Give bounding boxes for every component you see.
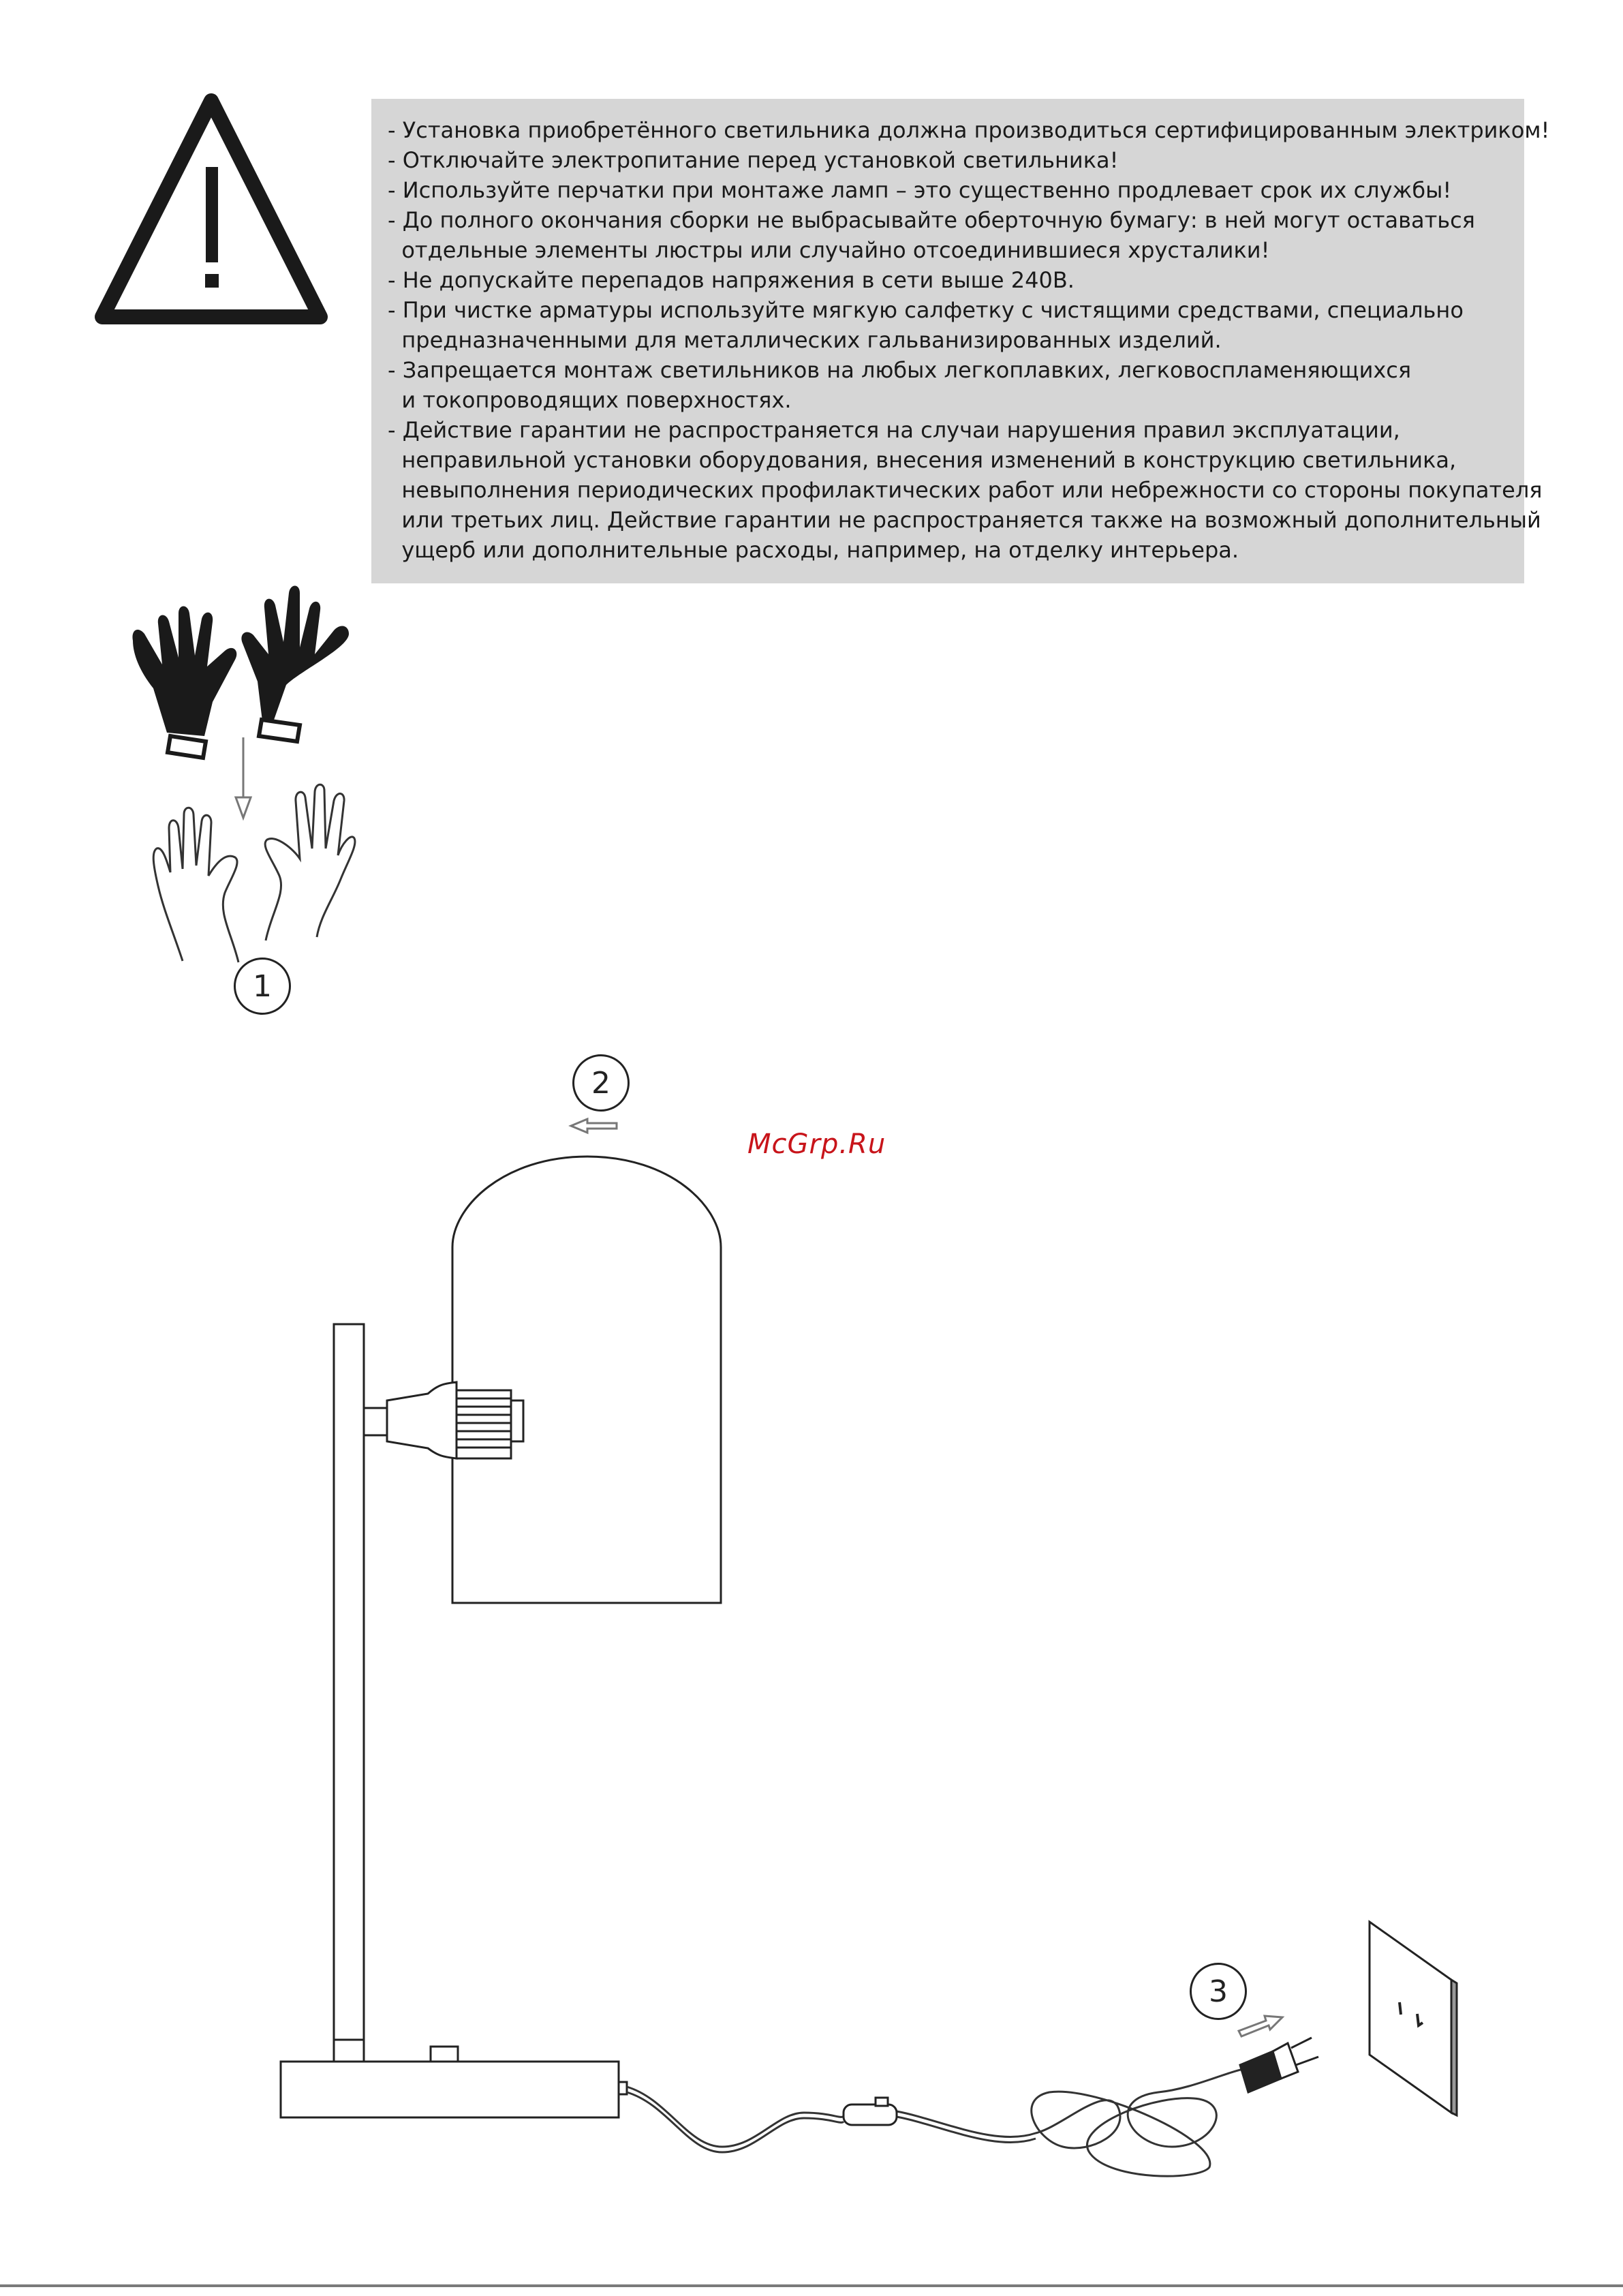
notice-line: - Действие гарантии не распространяется на случаи нарушения правил эксплуатации, xyxy=(388,417,1400,443)
power-cable xyxy=(627,2068,1247,2176)
notice-line: и токопроводящих поверхностях. xyxy=(388,387,792,413)
notice-line: - До полного окончания сборки не выбрасывайте оберточную бумагу: в ней могут оставаться xyxy=(388,207,1475,233)
safety-notice xyxy=(371,99,1550,583)
gloves-icon xyxy=(132,586,349,759)
step-3-marker: 3 xyxy=(1190,1963,1247,2020)
arrow-left-icon xyxy=(571,1119,617,1133)
notice-line: ущерб или дополнительные расходы, например, на отделку интерьера. xyxy=(388,537,1239,563)
notice-line: - Установка приобретённого светильника должна производиться сертифицированным электриком! xyxy=(388,117,1550,143)
notice-line: - Используйте перчатки при монтаже ламп – это существенно продлевает срок их службы! xyxy=(388,177,1452,203)
lamp-base xyxy=(281,2047,627,2117)
notice-line: или третьих лиц. Действие гарантии не распространяется также на возможный дополнительный xyxy=(388,507,1541,533)
arrow-down-icon xyxy=(236,737,251,818)
page-bottom-rule xyxy=(0,2284,1623,2287)
notice-line: невыполнения периодических профилактических работ или небрежности со стороны покупателя xyxy=(388,477,1543,503)
cable-switch xyxy=(844,2098,897,2125)
lamp-shade xyxy=(452,1157,721,1603)
watermark: McGrp.Ru xyxy=(747,1129,886,1160)
warning-triangle-icon xyxy=(102,101,320,317)
notice-line: неправильной установки оборудования, внесения изменений в конструкцию светильника, xyxy=(388,447,1457,473)
notice-line: - При чистке арматуры используйте мягкую салфетку с чистящими средствами, специально xyxy=(388,297,1464,323)
bare-hands-icon xyxy=(153,784,355,962)
lamp-stand xyxy=(334,1324,364,2062)
safety-notice-list xyxy=(388,115,1550,565)
notice-line: отдельные элементы люстры или случайно отсоединившиеся хрусталики! xyxy=(388,237,1270,263)
notice-line: предназначенными для металлических гальванизированных изделий. xyxy=(388,327,1222,353)
power-plug xyxy=(1240,2038,1318,2092)
notice-line: - Запрещается монтаж светильников на любых легкоплавких, легковоспламеняющихся xyxy=(388,357,1412,383)
arrow-right-icon xyxy=(1239,2016,1282,2036)
notice-line: - Отключайте электропитание перед установкой светильника! xyxy=(388,147,1119,173)
wall-socket xyxy=(1370,1922,1457,2115)
notice-line: - Не допускайте перепадов напряжения в сети выше 240В. xyxy=(388,267,1075,293)
step-2-marker: 2 xyxy=(572,1054,630,1112)
lamp-socket xyxy=(360,1382,523,1458)
step-1-marker: 1 xyxy=(234,958,291,1015)
